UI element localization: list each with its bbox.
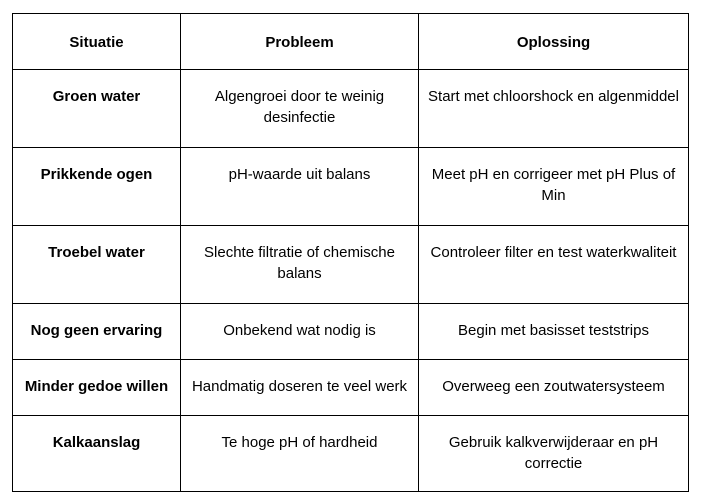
cell-oplossing: Controleer filter en test waterkwaliteit bbox=[419, 226, 689, 304]
table-row bbox=[13, 70, 689, 148]
header-situatie: Situatie bbox=[13, 14, 181, 70]
pool-problems-table bbox=[12, 13, 689, 492]
table-header-row bbox=[13, 14, 689, 70]
cell-probleem: Algengroei door te weinig desinfectie bbox=[181, 70, 419, 148]
cell-situatie: Kalkaanslag bbox=[13, 416, 181, 492]
table-row bbox=[13, 148, 689, 226]
cell-oplossing: Start met chloorshock en algenmiddel bbox=[419, 70, 689, 148]
header-oplossing: Oplossing bbox=[419, 14, 689, 70]
table-row bbox=[13, 304, 689, 360]
header-probleem: Probleem bbox=[181, 14, 419, 70]
cell-probleem: Onbekend wat nodig is bbox=[181, 304, 419, 360]
cell-situatie: Groen water bbox=[13, 70, 181, 148]
cell-oplossing: Gebruik kalkverwijderaar en pH correctie bbox=[419, 416, 689, 492]
cell-oplossing: Begin met basisset teststrips bbox=[419, 304, 689, 360]
cell-oplossing: Meet pH en corrigeer met pH Plus of Min bbox=[419, 148, 689, 226]
table-row bbox=[13, 360, 689, 416]
cell-situatie: Prikkende ogen bbox=[13, 148, 181, 226]
cell-situatie: Troebel water bbox=[13, 226, 181, 304]
cell-probleem: Handmatig doseren te veel werk bbox=[181, 360, 419, 416]
table-row bbox=[13, 416, 689, 492]
cell-probleem: Slechte filtratie of chemische balans bbox=[181, 226, 419, 304]
table-row bbox=[13, 226, 689, 304]
cell-oplossing: Overweeg een zoutwatersysteem bbox=[419, 360, 689, 416]
cell-situatie: Minder gedoe willen bbox=[13, 360, 181, 416]
cell-situatie: Nog geen ervaring bbox=[13, 304, 181, 360]
cell-probleem: Te hoge pH of hardheid bbox=[181, 416, 419, 492]
cell-probleem: pH-waarde uit balans bbox=[181, 148, 419, 226]
